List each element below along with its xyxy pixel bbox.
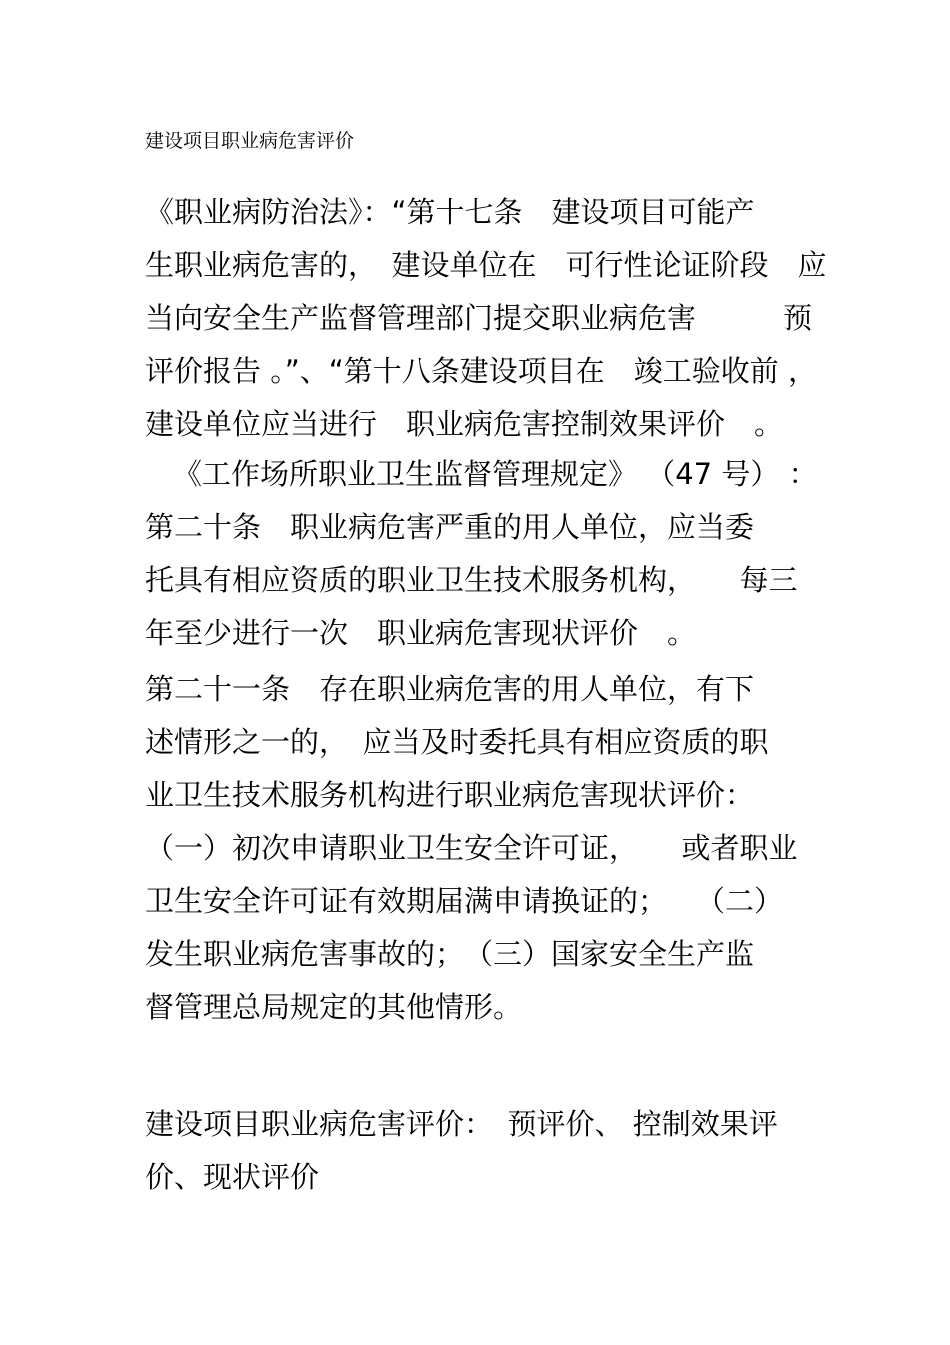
paragraph-workplace-regulation	[145, 448, 818, 660]
text-line: 年至少进行一次 职业病危害现状评价 。	[145, 616, 697, 650]
text-line: 发生职业病危害事故的； （三）国家安全生产监	[145, 937, 755, 971]
text-line: 当向安全生产监督管理部门提交职业病危害 预	[145, 301, 813, 335]
paragraph-occupational-disease-law	[145, 186, 827, 451]
text-line: 业卫生技术服务机构进行职业病危害现状评价：	[145, 778, 755, 812]
text-line: 建设项目职业病危害评价： 预评价、 控制效果评	[145, 1107, 778, 1141]
text-line: 评价报告 。”、“第十八条建设项目在 竣工验收前 ，	[145, 354, 817, 388]
text-line: 托具有相应资质的职业卫生技术服务机构， 每三	[145, 563, 798, 597]
text-line: 卫生安全许可证有效期届满申请换证的； （二）	[145, 884, 784, 918]
text-line: 价、现状评价	[145, 1160, 320, 1194]
text-line: 《职业病防治法》：“第十七条 建设项目可能产	[145, 195, 755, 229]
text-line: 第二十条 职业病危害严重的用人单位，应当委	[145, 510, 755, 544]
text-line: 述情形之一的， 应当及时委托具有相应资质的职	[145, 725, 769, 759]
text-line: （一）初次申请职业卫生安全许可证， 或者职业	[145, 831, 798, 865]
text-line: 建设单位应当进行 职业病危害控制效果评价 。	[145, 407, 784, 441]
text-line: 《工作场所职业卫生监督管理规定》 （47 号） ：	[173, 457, 818, 491]
paragraph-article-21	[145, 663, 810, 1034]
text-line: 生职业病危害的， 建设单位在 可行性论证阶段 应	[145, 248, 827, 282]
document-title: 建设项目职业病危害评价	[145, 130, 355, 152]
paragraph-evaluation-types	[145, 1098, 810, 1204]
text-line: 第二十一条 存在职业病危害的用人单位，有下	[145, 672, 755, 706]
text-line: 督管理总局规定的其他情形。	[145, 990, 523, 1024]
